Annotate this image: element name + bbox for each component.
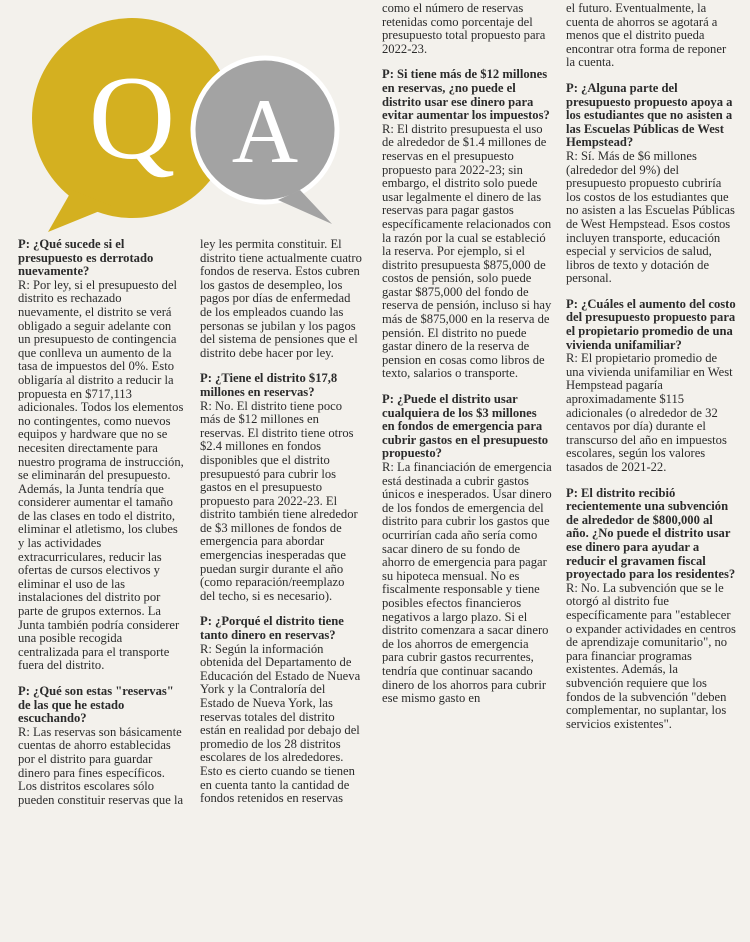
answer-text: R: Las reservas son básicamente cuentas de ahorro establecidas por el distrito para guardar dinero para fines específicos. Los distritos escolares sólo pueden constituir reservas que la [18, 724, 184, 807]
question-text: P: ¿Puede el distrito usar cualquiera de los $3 millones en fondos de emergencia para cubrir gastos en el presupuesto propuesto? [382, 392, 549, 461]
answer-text: ley les permita constituir. El distrito tiene actualmente cuatro fondos de reserva. Estos cubren los gastos de desempleo, los pagos por días de enfermedad de los empleados cuando las personas se jubilan y los pagos del sistema de pensiones que el distrito debe hacer por ley. [200, 237, 362, 360]
qa-item [18, 685, 184, 807]
answer-text: R: Según la información obtenida del Departamento de Educación del Estado de Nueva York y la Contraloría del Estado de Nueva York, las reservas totales del distrito están en realidad por debajo del promedio de los 28 distritos escolares de los alrededores. Esto es cierto cuando se tienen en cuenta tanto la cantidad de fondos retenidos en reservas [200, 641, 361, 806]
question-text: P: El distrito recibió recientemente una subvención de alrededor de $800,000 al año. ¿No puede el distrito usar ese dinero para ayudar a reducir el gravamen fiscal proyectado para los residentes? [566, 485, 736, 582]
answer-text: R: La financiación de emergencia está destinada a cubrir gastos únicos e inesperados. Usar dinero de los fondos de emergencia del distrito para cubrir los gastos que ocurrirían cada año sería como sacar dinero de su fondo de ahorro de emergencia para pagar su hipoteca mensual. No es fiscalmente responsable y tiene posibles efectos financieros negativos a largo plazo. Si el distrito comenzara a sacar dinero de los ahorros de emergencia para cubrir gastos recurrentes, tendría que continuar sacando dinero de los ahorros para cubrir ese mismo gasto en [382, 460, 552, 706]
qa-item [566, 82, 738, 286]
a-letter: A [231, 80, 299, 182]
article-column-3 [382, 2, 552, 718]
qa-item [382, 393, 552, 706]
answer-text: R: Por ley, si el presupuesto del distrito es rechazado nuevamente, el distrito se verá obligado a seguir adelante con un presupuesto de contingencia que conlleva un aumento de la tasa de impuestos del 0%. Esto obligaría al distrito a reducir la propuesta en $717,113 adicionales. Todos los elementos no contingentes, como nuevos equipos y hardware que no se necesiten directamente para nuestro programa de instrucción, se eliminarán del presupuesto. Además, la Junta tendría que considerer aumentar el tamaño de las clases en todo el distrito, eliminar el atletismo, los clubes y las actividades extracurriculares, reducir las ofertas de cursos electivos y eliminar el uso de las instalaciones del distrito por parte de grupos externos. La Junta también podría considerer una posible recogida centralizada para el transporte fuera del distrito. [18, 277, 184, 673]
question-text: P: ¿Qué sucede si el presupuesto es derrotado nuevamente? [18, 237, 154, 279]
question-text: P: ¿Alguna parte del presupuesto propuesto apoya a los estudiantes que no asisten a las Escuelas Públicas de West Hempstead? [566, 80, 733, 150]
answer-text: R: No. La subvención que se le otorgó al distrito fue específicamente para "establecer o expander actividades en centros de aprendizaje comunitario", no para financiar programas existentes. Además, la subvención requiere que los fondos de la subvención "deben complementar, no suplantar, los servicios existentes". [566, 580, 736, 731]
qa-logo [0, 0, 380, 240]
qa-item [18, 238, 184, 673]
qa-item [200, 615, 362, 805]
question-text: P: Si tiene más de $12 millones en reservas, ¿no puede el distrito usar ese dinero para evitar aumentar los impuestos? [382, 67, 550, 123]
question-text: P: ¿Porqué el distrito tiene tanto dinero en reservas? [200, 614, 344, 643]
article-column-2 [200, 238, 362, 818]
qa-item [200, 238, 362, 360]
question-text: P: ¿Cuáles el aumento del costo del presupuesto propuesto para el propietario promedio de una vivienda unifamiliar? [566, 296, 736, 352]
question-text: P: ¿Qué son estas "reservas" de las que he estado escuchando? [18, 684, 174, 726]
qa-item [382, 68, 552, 381]
answer-text: R: Sí. Más de $6 millones (alrededor del 9%) del presupuesto propuesto cubriría los costos de los estudiantes que no asisten a las Escuelas Públicas de West Hempstead. Esos costos incluyen transporte, educación especial y servicios de salud, libros de texto y dotación de personal. [566, 148, 735, 286]
answer-text: R: El distrito presupuesta el uso de alrededor de $1.4 millones de reservas en el presupuesto propuesto para 2022-23; sin embargo, el distrito solo puede usar legalmente el dinero de las reservas para pagar gastos específicamente relacionados con la razón por la cual se estableció la reserva. Por ejemplo, si el distrito presupuesta $875,000 de costos de pensión, solo puede gastar $875,000 del fondo de reserva de pensión, incluso si hay más de $875,000 en la reserva de pensión. El distrito no puede gastar dinero de la reserva de pension en cosas como libros de texto, salarios o transporte. [382, 121, 552, 381]
article-column-1 [18, 238, 184, 819]
question-text: P: ¿Tiene el distrito $17,8 millones en reservas? [200, 371, 338, 399]
article-column-4 [566, 2, 738, 743]
answer-text: el futuro. Eventualmente, la cuenta de ahorros se agotará a menos que el distrito pueda encontrar otra forma de reponer la cuenta. [566, 1, 727, 70]
qa-item [566, 2, 738, 70]
qa-item [382, 2, 552, 56]
answer-text: como el número de reservas retenidas como porcentaje del presupuesto total propuesto para 2022-23. [382, 1, 546, 56]
q-letter: Q [88, 51, 176, 184]
qa-item [566, 298, 738, 475]
answer-text: R: El propietario promedio de una vivienda unifamiliar en West Hempstead pagaría aproximadamente $115 adicionales (o alrededor de 32 centavos por día) durante el transcurso del año en impuestos escolares, según los valores tasados de 2021-22. [566, 351, 733, 474]
answer-text: R: No. El distrito tiene poco más de $12 millones en reservas. El distrito tiene otros $2.4 millones en fondos disponibles que el distrito presupuestó para cubrir los gastos en el presupuesto propuesto para 2022-23. El distrito también tiene alrededor de $3 millones de fondos de emergencia para abordar emergencias inesperadas que puedan surgir durante el año (como reparación/reemplazo del techo, si es necesario). [200, 398, 358, 603]
qa-item [200, 372, 362, 603]
qa-item [566, 487, 738, 732]
